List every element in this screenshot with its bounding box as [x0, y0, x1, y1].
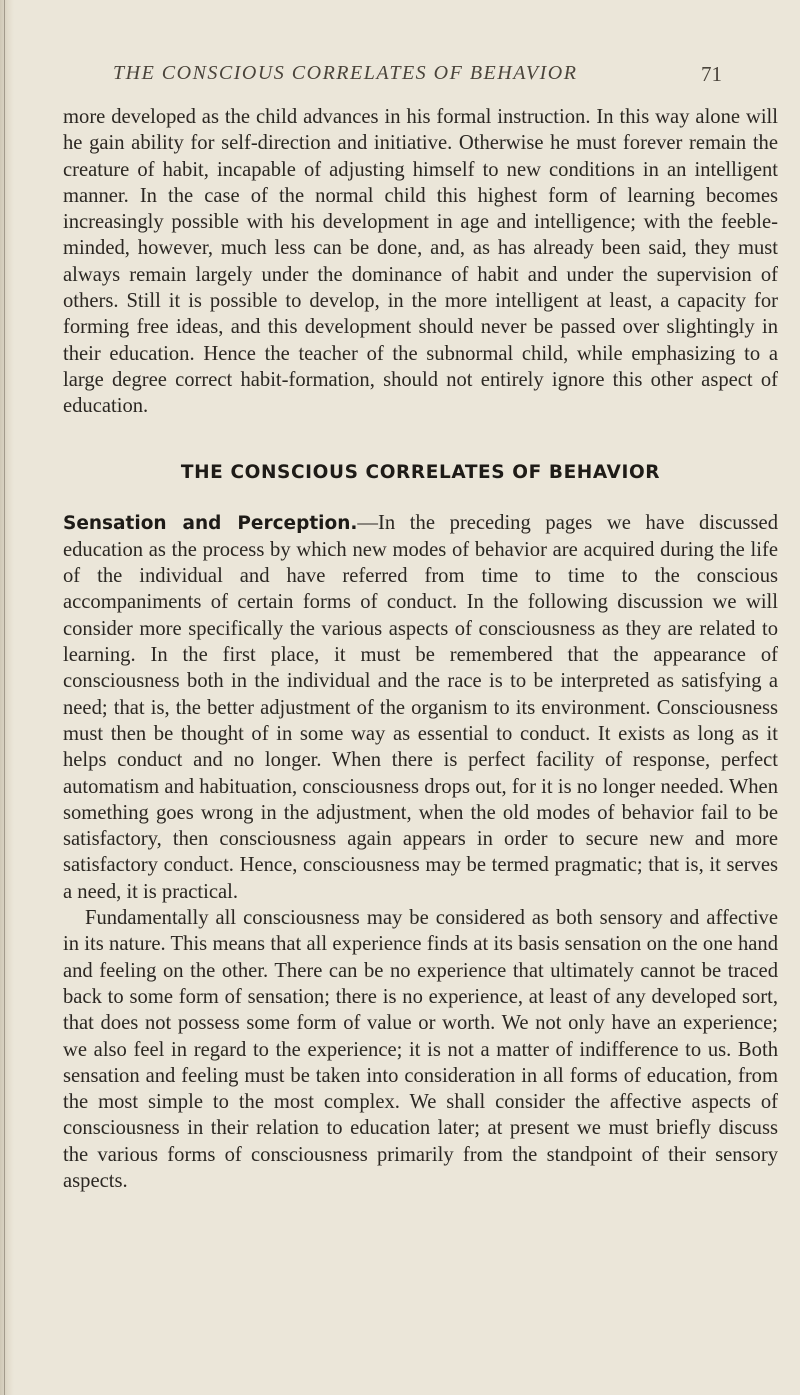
- page-number: 71: [701, 62, 722, 86]
- run-in-heading: Sensation and Perception.: [63, 512, 358, 534]
- paragraph-continued: more developed as the child advances in his formal instruction. In this way alone will he gain ability for self-direction and initiative. Otherwise he must forever remain the creature of habit, incapable of adjusting himself to new conditions in an intelligent manner. In the case of the normal child this highest form of learning becomes increasingly possible with his development in age and intelligence; with the feeble-minded, however, much less can be done, and, as has already been said, they must always remain largely under the dominance of habit and under the supervision of others. Still it is possible to develop, in the more intelligent at least, a capacity for forming free ideas, and this development should never be passed over slightingly in their education. Hence the teacher of the subnormal child, while emphasizing to a large degree correct habit-formation, should not entirely ignore this other aspect of education.: [63, 106, 778, 418]
- section-heading: THE CONSCIOUS CORRELATES OF BEHAVIOR: [180, 461, 661, 483]
- running-head: [63, 48, 778, 86]
- page-binding-line: [4, 0, 5, 1395]
- paragraph-body: —In the preceding pages we have discussed education as the process by which new modes of behavior are acquired during the life of the individual and have referred from time to time to the conscious accompaniments of certain forms of conduct. In the following discussion we will consider more specifically the various aspects of consciousness as they are related to learning. In the first place, it must be remembered that the appearance of consciousness both in the individual and the race is to be interpreted as satisfying a need; that is, the better adjustment of the organism to its environment. Consciousness must then be thought of in some way as essential to conduct. It exists as long as it helps conduct and no longer. When there is perfect facility of response, perfect automatism and habituation, consciousness drops out, for it is no longer needed. When something goes wrong in the adjustment, when the old modes of behavior fail to be satisfactory, then consciousness again appears in order to secure new and more satisfactory conduct. Hence, consciousness may be termed pragmatic; that is, it serves a need, it is practical.: [63, 511, 778, 903]
- paragraph-fundamentally: Fundamentally all consciousness may be considered as both sensory and affective in its nature. This means that all experience finds at its basis sensation on the one hand and feeling on the other. There can be no experience that ultimately cannot be traced back to some form of sensation; there is no experience, at least of any developed sort, that does not possess some form of value or worth. We not only have an experience; we also feel in regard to the experience; it is not a matter of indifference to us. Both sensation and feeling must be taken into consideration in all forms of education, from the most simple to the most complex. We shall consider the affective aspects of consciousness in their relation to education later; at present we must briefly discuss the various forms of consciousness primarily from the standpoint of their sensory aspects.: [63, 907, 778, 1192]
- running-title: THE CONSCIOUS CORRELATES OF BEHAVIOR: [113, 62, 578, 84]
- book-page: [63, 48, 778, 1194]
- paragraph-sensation-perception: [63, 510, 778, 905]
- page-binding-edge: [0, 0, 14, 1395]
